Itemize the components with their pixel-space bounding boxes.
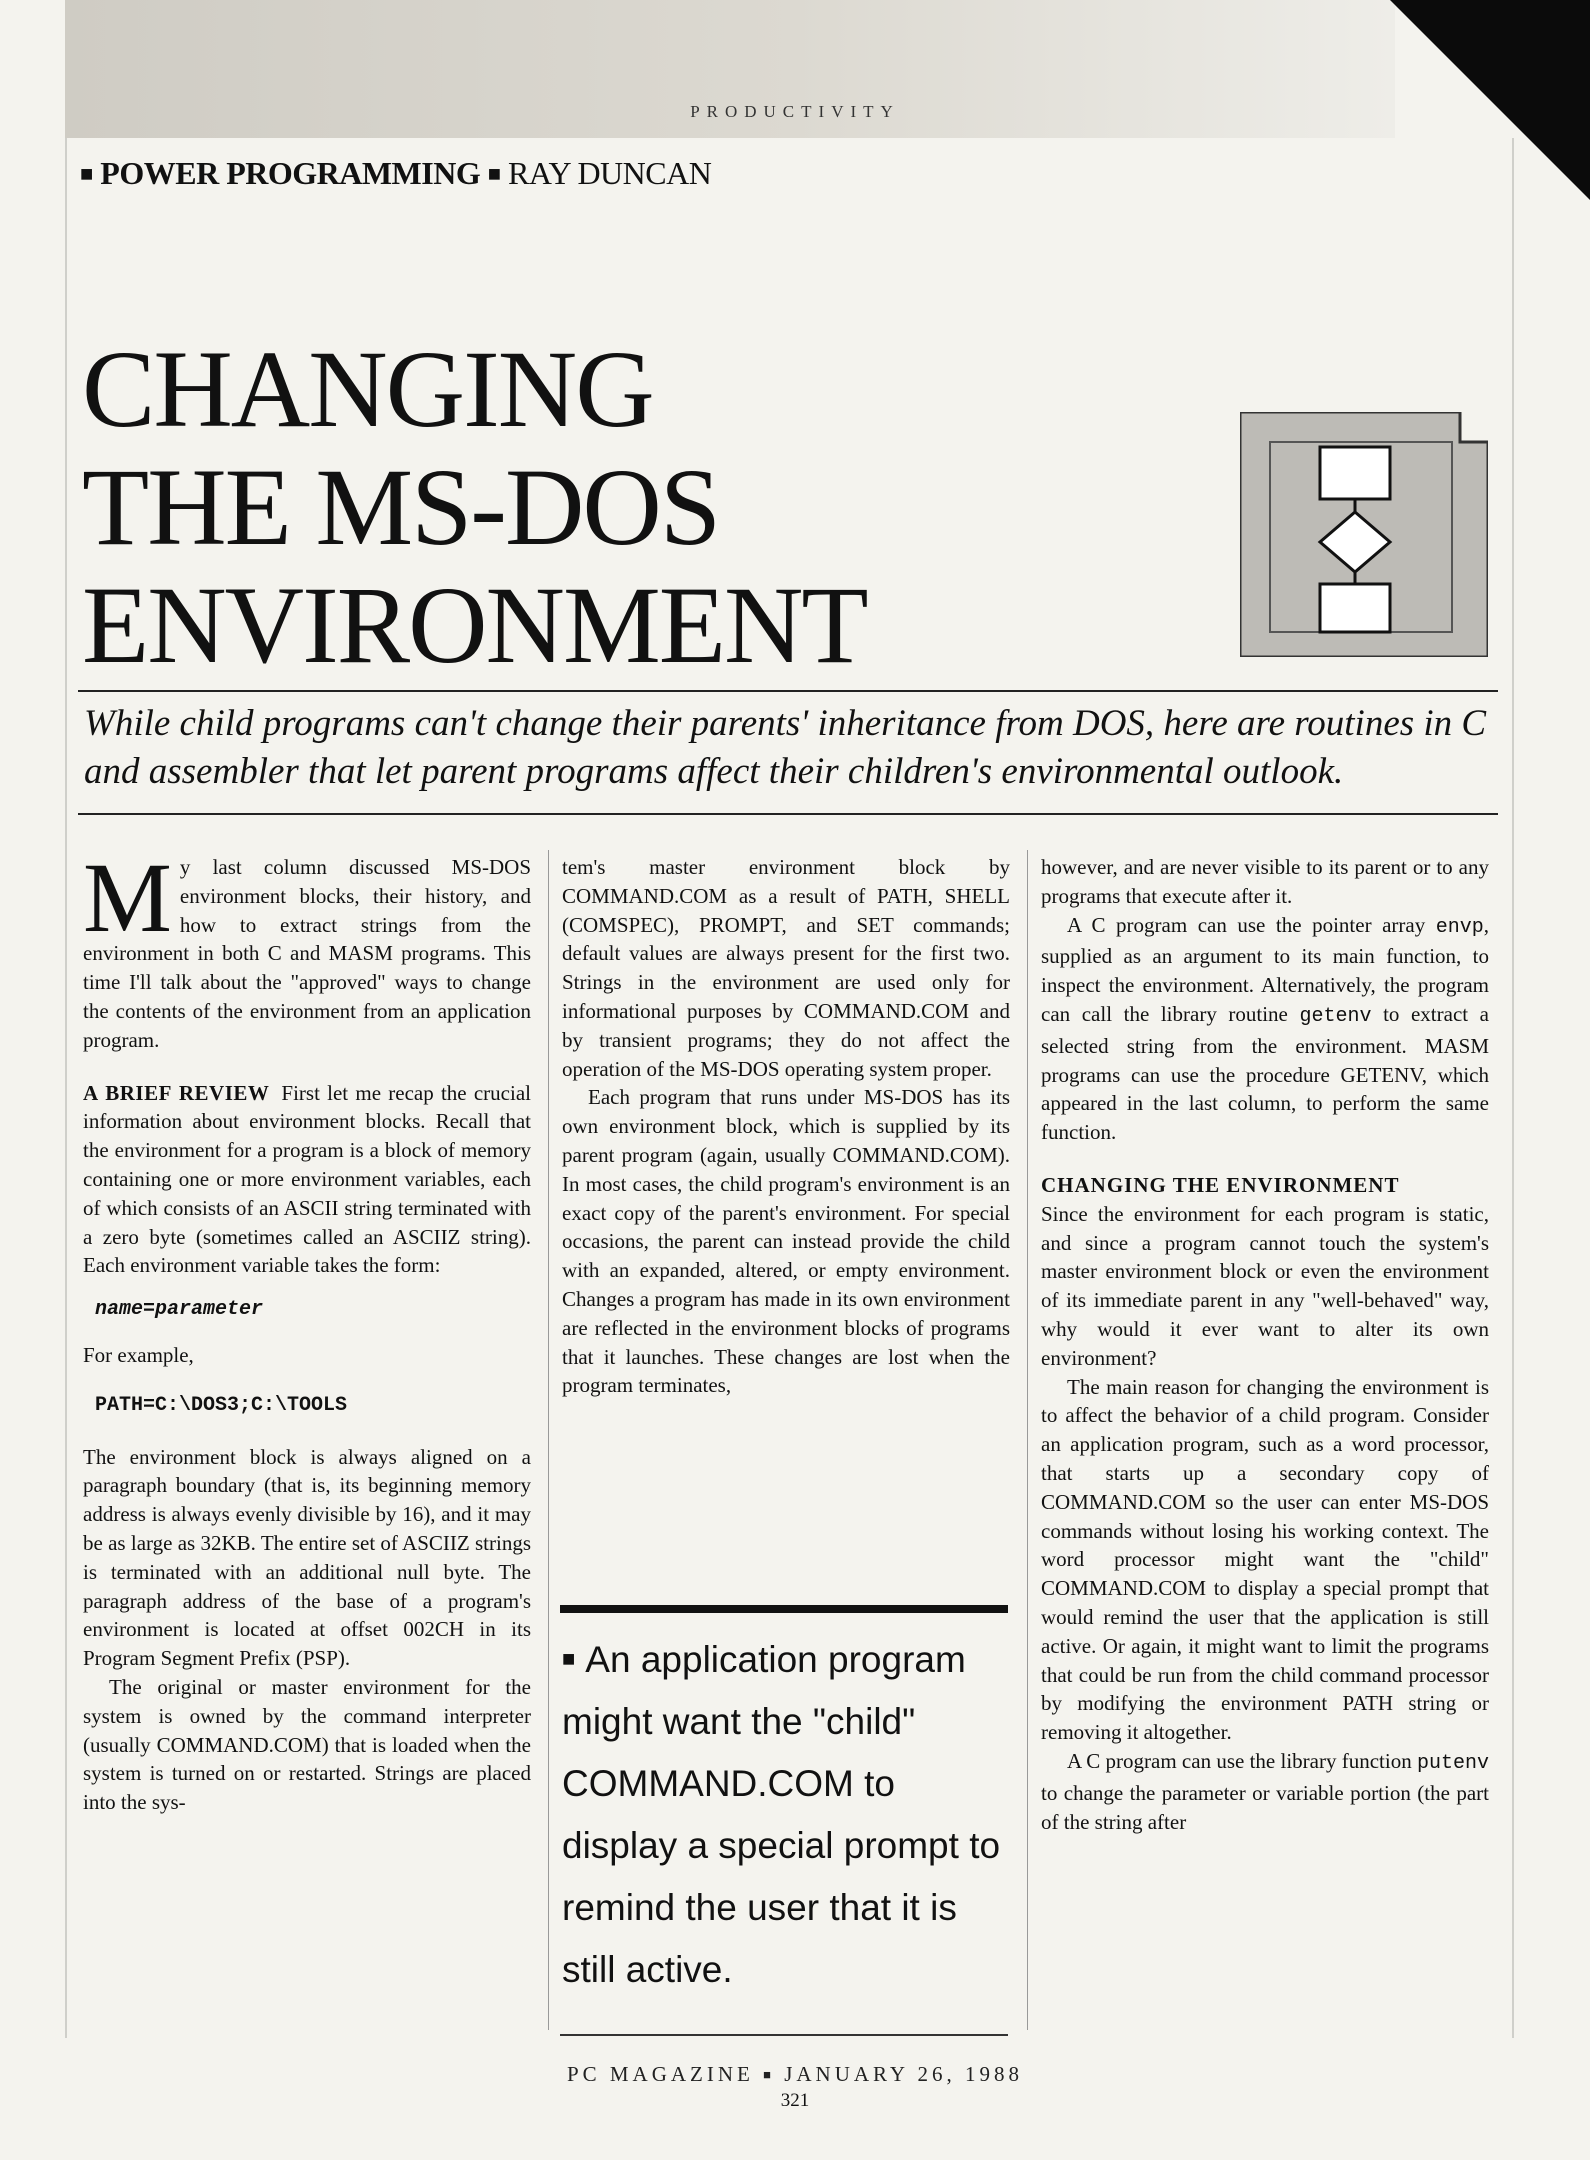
column-header — [80, 155, 711, 192]
title-rule — [78, 690, 1498, 692]
code-name-parameter: name=parameter — [95, 1298, 264, 1322]
intro-paragraph: y last column discussed MS-DOS environment blocks, their history, and how to extract strings from the environment in both C and MASM programs. This time I'll talk about the "approved" ways to change the contents of the environment from an application program. — [83, 855, 531, 1052]
column-3 — [1041, 853, 1489, 1836]
page-frame-left — [65, 138, 67, 2038]
paragraph-each-program: Each program that runs under MS-DOS has its own environment block, which is supplied by its parent program (again, usually COMMAND.COM). In most cases, the child program's environment is an exact copy of the parent's environment. For special occasions, the parent can instead provide the child with an expanded, altered, or empty environment. Changes a program has made in its own environment are reflected in the environment blocks of programs that it launches. These changes are lost when the program terminates, — [562, 1085, 1010, 1398]
text-run: to extract a selected string from the environment. MASM programs can use the procedure GETENV, which appeared in the last column, to perform the same function. — [1041, 1001, 1489, 1145]
column-divider — [1027, 850, 1028, 2030]
paragraph-since: Since the environment for each program is static, and since a program cannot touch the system's master environment block or even the environment of its immediate parent in any "well-behaved" way, why would it ever want to alter its own environment? — [1041, 1201, 1489, 1370]
text-run: , supplied as an argument to its main function, to inspect the environment. Alternatively, the program can call the library routine — [1041, 912, 1490, 1026]
article-title — [82, 330, 867, 684]
paragraph-master-cont: tem's master environment block by COMMAND.COM as a result of PATH, SHELL (COMSPEC), PROMPT, and SET commands; default values are always present for the first two. Strings in the environment are used only for informational purposes by COMMAND.COM and by transient programs; they do not affect the operation of the MS-DOS operating system proper. — [562, 855, 1010, 1081]
page-number: 321 — [780, 2090, 810, 2111]
text-run: A C program can use the library function — [1067, 1748, 1412, 1773]
bullet-icon: ■ — [80, 161, 93, 186]
bullet-icon: ■ — [763, 2067, 775, 2082]
subhead-changing-env: CHANGING THE ENVIRONMENT — [1041, 1172, 1400, 1197]
text-run: to change the parameter or variable portion (the part of the string after — [1041, 1780, 1489, 1834]
author-name: RAY DUNCAN — [508, 155, 712, 191]
page-footer — [0, 2062, 1590, 2087]
bullet-icon: ■ — [562, 1646, 576, 1671]
page-frame-right — [1512, 138, 1514, 2038]
magazine-name: PC MAGAZINE — [566, 2062, 754, 2086]
pullquote — [562, 1628, 1012, 2001]
drop-cap: M — [83, 842, 172, 953]
title-line-3: ENVIRONMENT — [82, 564, 867, 686]
code-path-example: PATH=C:\DOS3;C:\TOOLS — [95, 1393, 348, 1417]
pullquote-text: An application program might want the "child" COMMAND.COM to display a special prompt to remind the user that it is still active. — [562, 1639, 1001, 1990]
column-1 — [83, 842, 531, 1817]
code-envp: envp — [1435, 915, 1484, 939]
section-label: PRODUCTIVITY — [690, 102, 900, 121]
column-2 — [562, 853, 1010, 1400]
example-label: For example, — [83, 1342, 194, 1367]
article-deck: While child programs can't change their parents' inheritance from DOS, here are routines in C and assembler that let parent programs affect their children's environmental outlook. — [84, 703, 1487, 792]
corner-tab — [1390, 0, 1590, 200]
flowchart-illustration — [1240, 412, 1488, 657]
column-divider — [548, 850, 549, 2030]
paragraph-however: however, and are never visible to its parent or to any programs that execute after it. — [1041, 855, 1489, 908]
subhead-brief-review: A BRIEF REVIEW — [83, 1080, 270, 1105]
pullquote-rule-bottom — [560, 2034, 1008, 2036]
code-getenv: getenv — [1299, 1004, 1372, 1028]
code-putenv: putenv — [1417, 1751, 1490, 1775]
deck-rule — [78, 813, 1498, 815]
paragraph-putenv — [1041, 1747, 1489, 1836]
review-paragraph: First let me recap the crucial information about environment blocks. Recall that the environment for a program is a block of memory containing one or more environment variables, each of which consists of an ASCII string terminated with a zero byte (sometimes called an ASCIIZ string). Each environment variable takes the form: — [83, 1080, 531, 1278]
paragraph-master-env: The original or master environment for the system is owned by the command interpreter (usually COMMAND.COM) that is loaded when the system is turned on or restarted. Strings are placed into the sys- — [83, 1674, 531, 1815]
text-run: A C program can use the pointer array — [1067, 912, 1426, 937]
pullquote-rule-top — [560, 1605, 1008, 1613]
bullet-icon: ■ — [487, 161, 501, 186]
title-line-1: CHANGING — [82, 328, 653, 450]
title-line-2: THE MS-DOS — [82, 446, 719, 568]
paragraph-alignment: The environment block is always aligned on a paragraph boundary (that is, its beginning memory address is always evenly divisible by 16), and it may be as large as 32KB. The entire set of ASCIIZ strings is terminated with an additional null byte. The paragraph address of the base of a program's environment is located at offset 002CH in its Program Segment Prefix (PSP). — [83, 1444, 531, 1671]
paragraph-c-program-inspect — [1041, 911, 1489, 1147]
paragraph-main-reason: The main reason for changing the environment is to affect the behavior of a child program. Consider an application program, such as a word processor, that starts up a secondary copy of COMMAND.COM so the user can enter MS-DOS commands without losing his working context. The word processor might want the "child" COMMAND.COM to display a special prompt that would remind the user that the application is still active. Or again, it might want to limit the programs that could be run from the child command processor by modifying the environment PATH string or removing it altogether. — [1041, 1374, 1489, 1745]
column-name: POWER PROGRAMMING — [100, 155, 481, 191]
issue-date: JANUARY 26, 1988 — [784, 2062, 1024, 2086]
